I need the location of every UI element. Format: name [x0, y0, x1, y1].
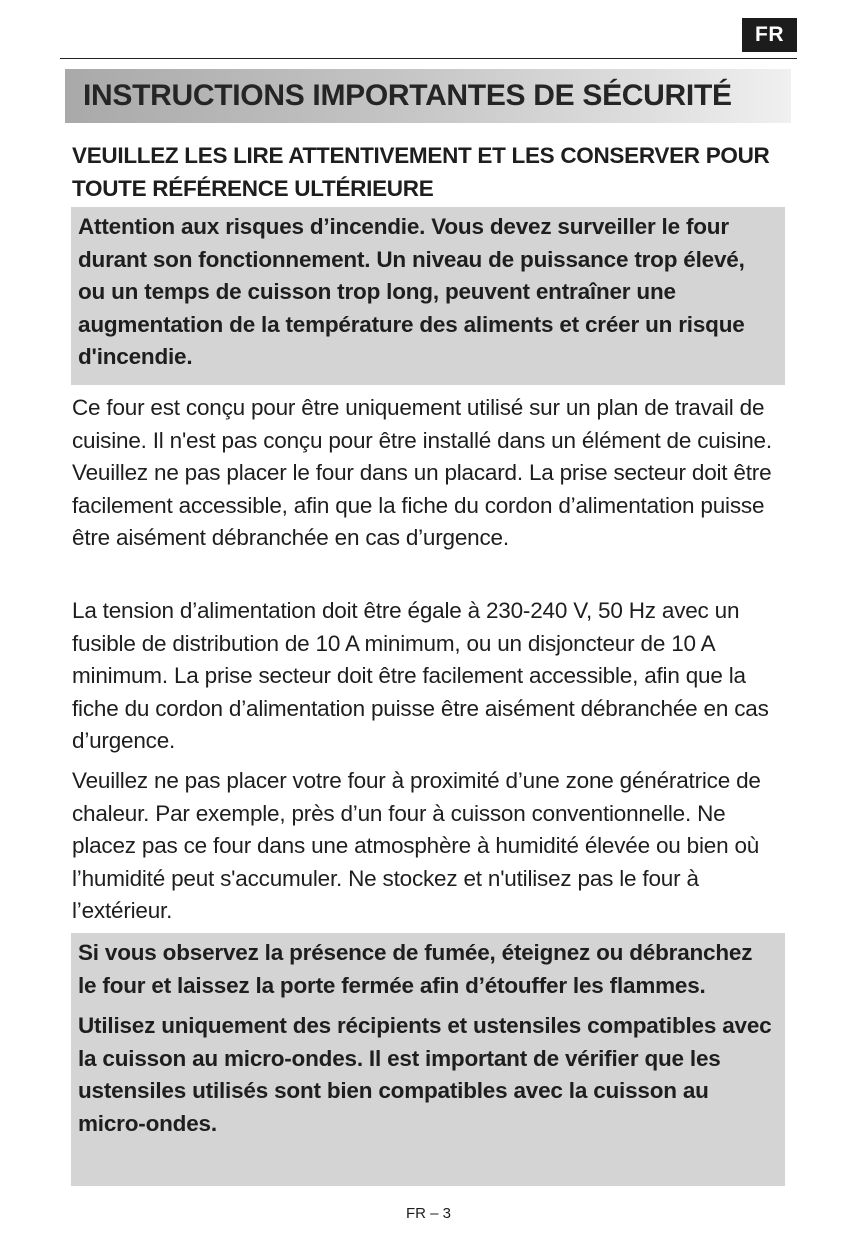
page-number: FR – 3: [405, 1205, 451, 1222]
section-title: INSTRUCTIONS IMPORTANTES DE SÉCURITÉ: [83, 79, 732, 112]
section-title-banner: [65, 69, 791, 123]
smoke-warning-text: Si vous observez la présence de fumée, éteignez ou débranchez le four et laissez la porte fermée afin d’étouffer les flammes.: [78, 940, 753, 998]
utensils-warning-text: Utilisez uniquement des récipients et ustensiles compatibles avec la cuisson au micro-ondes. Il est important de vérifier que les ustensiles utilisés sont bien compatibles avec la cuisson au micro-ondes.: [78, 1013, 772, 1136]
language-badge: FR: [742, 18, 797, 52]
fire-risk-warning-text: Attention aux risques d’incendie. Vous devez surveiller le four durant son fonctionnement. Un niveau de puissance trop élevé, ou un temps de cuisson trop long, peuvent entraîner une augmentation de la température des aliments et créer un risque d'incendie.: [78, 214, 745, 370]
fire-risk-warning-box: [71, 207, 785, 385]
voltage-paragraph: La tension d’alimentation doit être égale à 230-240 V, 50 Hz avec un fusible de distribution de 10 A minimum, ou un disjoncteur de 10 A minimum. La prise secteur doit être facilement accessible, afin que la fiche du cordon d’alimentation puisse être aisément débranchée en cas d’urgence.: [72, 598, 769, 754]
header-divider: [60, 58, 797, 59]
heat-source-paragraph: Veuillez ne pas placer votre four à proximité d’une zone génératrice de chaleur. Par exemple, près d’un four à cuisson conventionnelle. Ne placez pas ce four dans une atmosphère à humidité élevée ou bien où l’humidité peut s'accumuler. Ne stockez et n'utilisez pas le four à l’extérieur.: [72, 768, 761, 924]
smoke-utensils-warning-box: [71, 933, 785, 1186]
section-subtitle: VEUILLEZ LES LIRE ATTENTIVEMENT ET LES CONSERVER POUR TOUTE RÉFÉRENCE ULTÉRIEURE: [72, 143, 770, 201]
placement-paragraph: Ce four est conçu pour être uniquement utilisé sur un plan de travail de cuisine. Il n'est pas conçu pour être installé dans un élément de cuisine. Veuillez ne pas placer le four dans un placard. La prise secteur doit être facilement accessible, afin que la fiche du cordon d’alimentation puisse être aisément débranchée en cas d’urgence.: [72, 395, 772, 551]
